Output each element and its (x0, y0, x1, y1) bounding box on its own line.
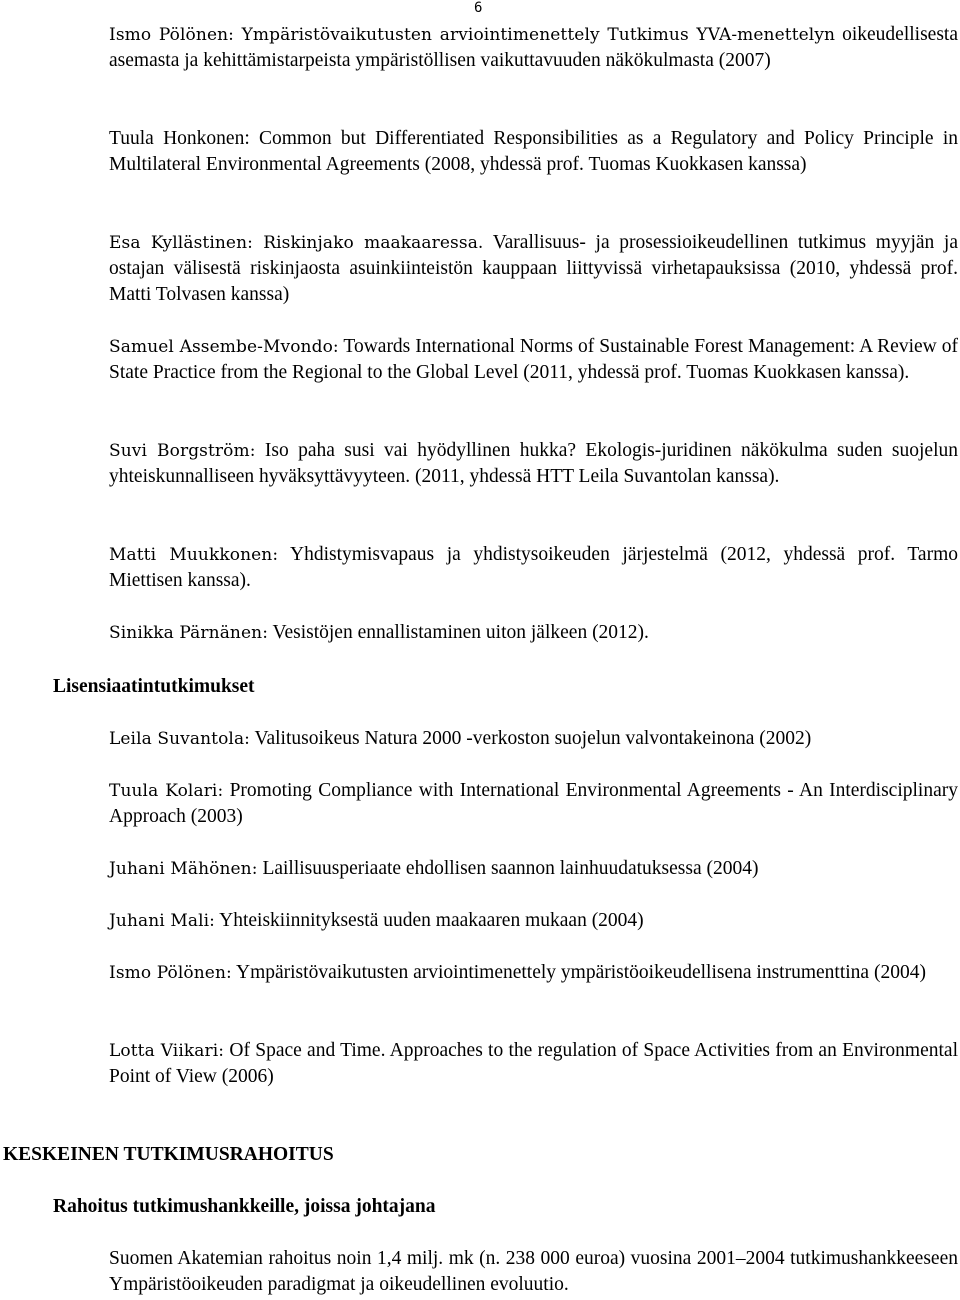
entry-author-title: Esa Kyllästinen: Riskinjako maakaaressa. (109, 233, 484, 253)
section-heading-licentiate: Lisensiaatintutkimukset (53, 676, 255, 697)
list-item (109, 726, 958, 752)
list-item (109, 856, 958, 882)
entry-author-title: Ismo Pölönen: Ympäristövaikutusten arviointimenettely Tutkimus YVA-menettelyn (109, 25, 836, 45)
entry-text: Promoting Compliance with International Environmental Agreements - An Interdisciplinary Approach (2003) (109, 780, 958, 827)
list-item (109, 1246, 958, 1298)
list-item (109, 334, 958, 386)
section-heading-funding: KESKEINEN TUTKIMUSRAHOITUS (3, 1144, 334, 1165)
entry-author: Juhani Mali: (109, 911, 215, 931)
entry-text: Suomen Akatemian rahoitus noin 1,4 milj. mk (n. 238 000 euroa) vuosina 2001–2004 tutkimushankkeeseen Ympäristöoikeuden paradigmat ja oikeudellinen evoluutio. (109, 1248, 958, 1295)
entry-author: Leila Suvantola: (109, 729, 251, 749)
list-item (109, 908, 958, 934)
entry-text: Iso paha susi vai hyödyllinen hukka? Ekologis-juridinen näkökulma suden suojelun yhteiskunnalliseen hyväksyttävyyteen. (2011, yhdessä HTT Leila Suvantolan kanssa). (109, 440, 958, 487)
entry-text: Tuula Honkonen: Common but Differentiated Responsibilities as a Regulatory and Policy Principle in Multilateral Environmental Agreements (2008, yhdessä prof. Tuomas Kuokkasen kanssa) (109, 128, 958, 175)
list-item (109, 126, 958, 178)
entry-author: Matti Muukkonen: (109, 545, 279, 565)
entry-author: Lotta Viikari: (109, 1041, 225, 1061)
entry-text: Yhteiskiinnityksestä uuden maakaaren mukaan (2004) (214, 910, 644, 931)
list-item (109, 620, 958, 646)
entry-text: Towards International Norms of Sustainable Forest Management: A Review of State Practice from the Regional to the Global Level (2011, yhdessä prof. Tuomas Kuokkasen kanssa). (109, 336, 958, 383)
list-item (109, 778, 958, 830)
entry-text: Valitusoikeus Natura 2000 -verkoston suojelun valvontakeinona (2002) (250, 728, 812, 749)
list-item (109, 230, 958, 308)
entry-author: Juhani Mähönen: (109, 859, 258, 879)
list-item (109, 438, 958, 490)
entry-text: Yhdistymisvapaus ja yhdistysoikeuden järjestelmä (2012, yhdessä prof. Tarmo Miettisen kanssa). (109, 544, 958, 591)
entry-text: oikeudellisesta asemasta ja kehittämistarpeista ympäristöllisen vaikuttavuuden näkökulmasta (2007) (109, 24, 958, 71)
entry-author: Suvi Borgström: (109, 441, 256, 461)
page-number: 6 (474, 0, 483, 16)
subsection-heading-funding: Rahoitus tutkimushankkeille, joissa johtajana (53, 1196, 436, 1217)
entry-text: Varallisuus- ja prosessioikeudellinen tutkimus myyjän ja ostajan välisestä riskinjaosta asuinkiinteistön kauppaan liittyvissä virhetapauksissa (2010, yhdessä prof. Matti Tolvasen kanssa) (109, 232, 958, 305)
entry-author: Tuula Kolari: (109, 781, 224, 801)
entry-text: Ympäristövaikutusten arviointimenettely ympäristöoikeudellisena instrumenttina (2004) (231, 962, 926, 983)
list-item (109, 542, 958, 594)
list-item (109, 22, 958, 74)
entry-author: Sinikka Pärnänen: (109, 623, 269, 643)
entry-text: Vesistöjen ennallistaminen uiton jälkeen (2012). (268, 622, 649, 643)
list-item (109, 960, 958, 986)
entry-author: Samuel Assembe-Mvondo: (109, 337, 339, 357)
entry-text: Of Space and Time. Approaches to the regulation of Space Activities from an Environmental Point of View (2006) (109, 1040, 958, 1087)
list-item (109, 1038, 958, 1090)
entry-author: Ismo Pölönen: (109, 963, 232, 983)
entry-text: Laillisuusperiaate ehdollisen saannon lainhuudatuksessa (2004) (257, 858, 759, 879)
